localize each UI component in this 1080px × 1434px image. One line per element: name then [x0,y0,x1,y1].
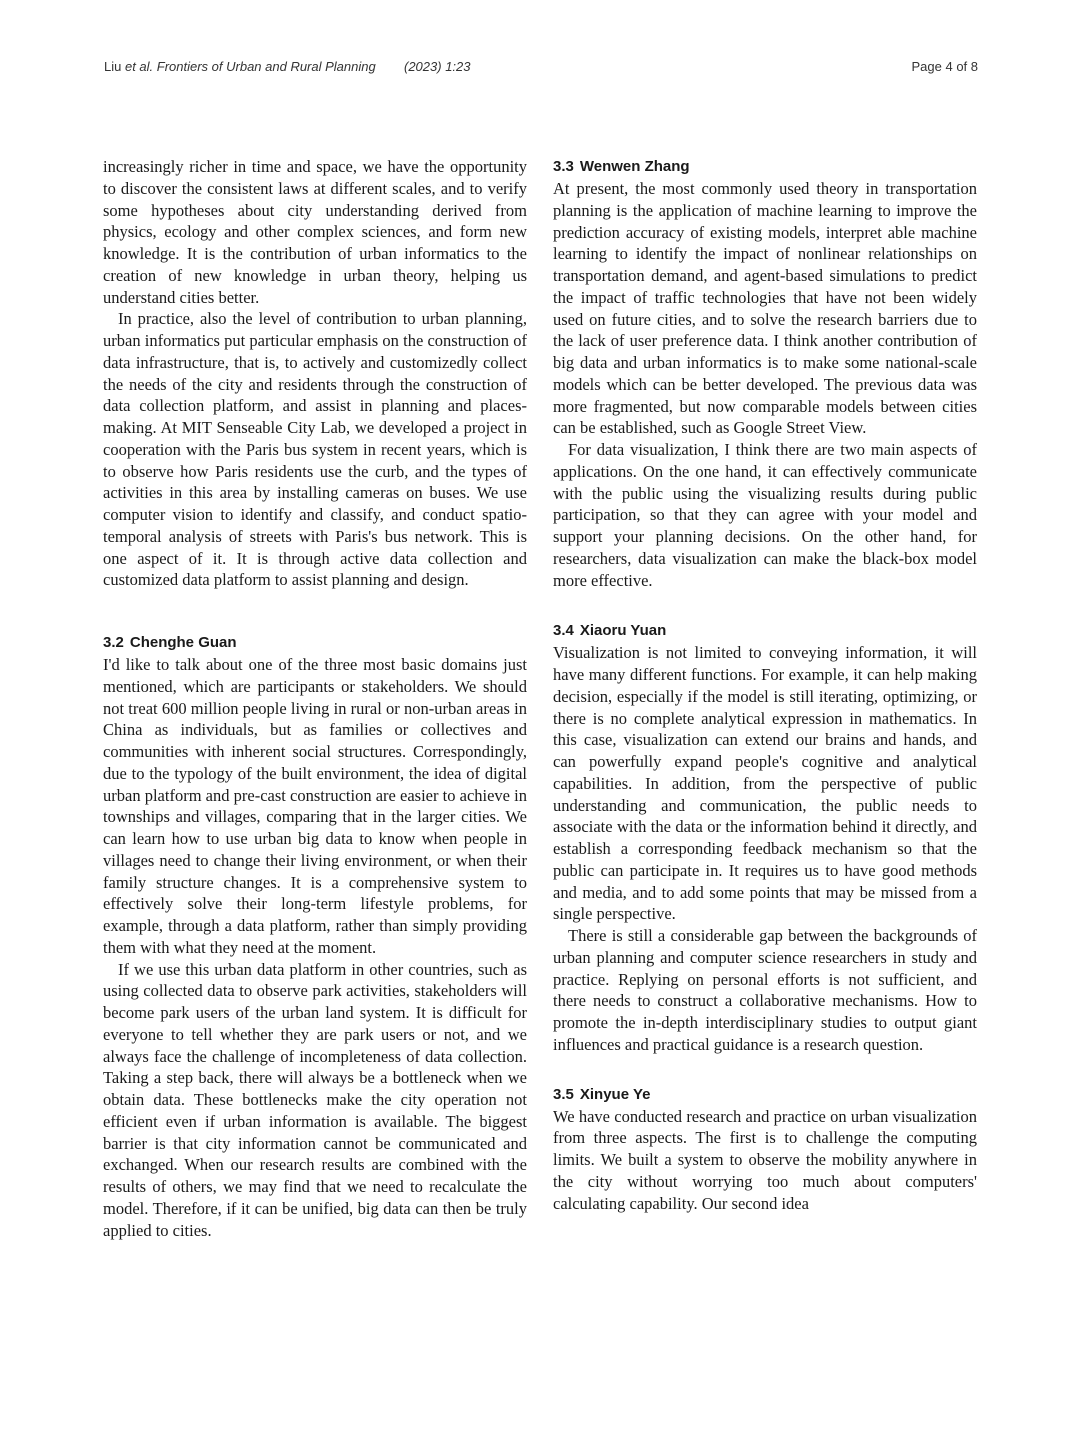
section-title: Wenwen Zhang [579,158,690,175]
paragraph: I'd like to talk about one of the three most basic domains just mentioned, which are participants or stakeholders. We should not treat 600 million people living in rural or non-urban areas in China as individuals, but as families or collectives and communities with inherent social structures. Correspondingly, due to the typology of the built environment, the idea of digital urban platform and pre-cast construction are easier to achieve in townships and villages, comparing that in the larger cities. We can learn how to use urban big data to know when people in villages need to change their living environment, or when their family structure changes. It is a comprehensive system to effectively solve their long-term lifestyle problems, for example, through a data platform, rather than simply providing them with what they need at the moment. [103,655,527,957]
paragraph: There is still a considerable gap between the backgrounds of urban planning and computer science researchers in study and practice. Replying on personal efforts is not sufficient, and there needs to construct a collaborative mechanisms. How to promote the in-depth interdisciplinary studies to output giant influences and practical guidance is a research question. [553,926,977,1054]
section-title: Xinyue Ye [579,1085,651,1103]
citation-etal: et al. [124,59,154,74]
section-heading-3-5 [553,1084,977,1106]
left-column [103,156,527,1241]
paragraph: Visualization is not limited to conveying information, it will have many different functions. For example, it can help making decision, especially if the model is still iterating, optimizing, or there is no complete analytical expression in mathematics. In this case, visualization can extend our brains and hands, and can powerfully expand people's cognitive and analytical capabilities. In addition, from the perspective of public understanding and communication, the public needs to associate with the data or the information behind it directly, and establish a corresponding feedback mechanism so that the public can participate in. It requires us to have good methods and media, and to add some points that may be missed from a single perspective. [553,643,977,924]
citation-year: (2023) 1:23 [404,59,471,74]
paragraph: In practice, also the level of contribution to urban planning, urban informatics put particular emphasis on the construction of data infrastructure, that is, to actively and customizedly collect the needs of the city and residents through the construction of data collection platform, and assist in planning and places-making. At MIT Senseable City Lab, we developed a project in cooperation with the Paris bus system in recent years, which is to observe how Paris residents use the curb, and the types of activities in this area by installing cameras on buses. We use computer vision to identify and classify, and conduct spatio-temporal analysis of streets with Paris's bus network. This is one aspect of it. It is through active data collection and customized data platform to assist planning and design. [103,309,527,590]
paragraph: increasingly richer in time and space, we have the opportunity to discover the consistent laws at different scales, and to verify some hypotheses about city understanding derived from physics, ecology and other complex sciences, and form new knowledge. It is the contribution of urban informatics to the creation of new knowledge in urban theory, helping us understand cities better. [103,157,527,307]
section-heading-3-2 [103,632,527,654]
paragraph: At present, the most commonly used theory in transportation planning is the application of machine learning to improve the prediction accuracy of existing models, interpret able machine learning to identify the impact of nonlinear relationships on transportation demand, and agent-based simulations to predict the impact of traffic technologies that have not been widely used on future cities, and to solve the research barriers due to the lack of user preference data. I think another contribution of big data and urban informatics is to make some national-scale models which can be better developed. The previous data was more fragmented, but now comparable models between cities can be established, such as Google Street View. [553,179,977,438]
paragraph: If we use this urban data platform in other countries, such as using collected data to observe park activities, stakeholders will become park users of the urban land system. It is difficult for everyone to tell whether they are park users or not, and we always face the challenge of incompleteness of data collection. Taking a step back, there will always be a bottleneck when we obtain data. These bottlenecks make the city operation not efficient even if urban information is available. The biggest barrier is that city information cannot be communicated and exchanged. When our research results are combined with the results of others, we may find that we need to recalculate the model. Therefore, if it can be unified, big data can then be truly applied to cities. [103,959,527,1240]
section-title: Xiaoru Yuan [579,622,667,640]
citation-authors: Liu [104,59,125,74]
section-title: Chenghe Guan [129,634,237,651]
right-column [553,156,977,1214]
citation-journal: Frontiers of Urban and Rural Planning [153,59,376,74]
section-number: 3.4 [553,622,574,640]
section-number: 3.5 [553,1085,574,1103]
section-number: 3.3 [553,158,574,175]
section-heading-3-4 [553,620,977,642]
page-number: Page 4 of 8 [911,59,978,74]
section-heading-3-3 [553,156,977,178]
paragraph: We have conducted research and practice on urban visualization from three aspects. The first is to challenge the computing limits. We built a system to observe the mobility anywhere in the city without worrying too much about computers' calculating capability. Our second idea [553,1106,977,1213]
journal-citation [104,59,376,74]
paragraph: For data visualization, I think there are two main aspects of applications. On the one hand, it can effectively communicate with the public using the visualizing results during public participation, so that they can agree with your model and support your planning decisions. On the other hand, for researchers, data visualization can make the black-box model more effective. [553,440,977,590]
section-number: 3.2 [103,634,124,651]
